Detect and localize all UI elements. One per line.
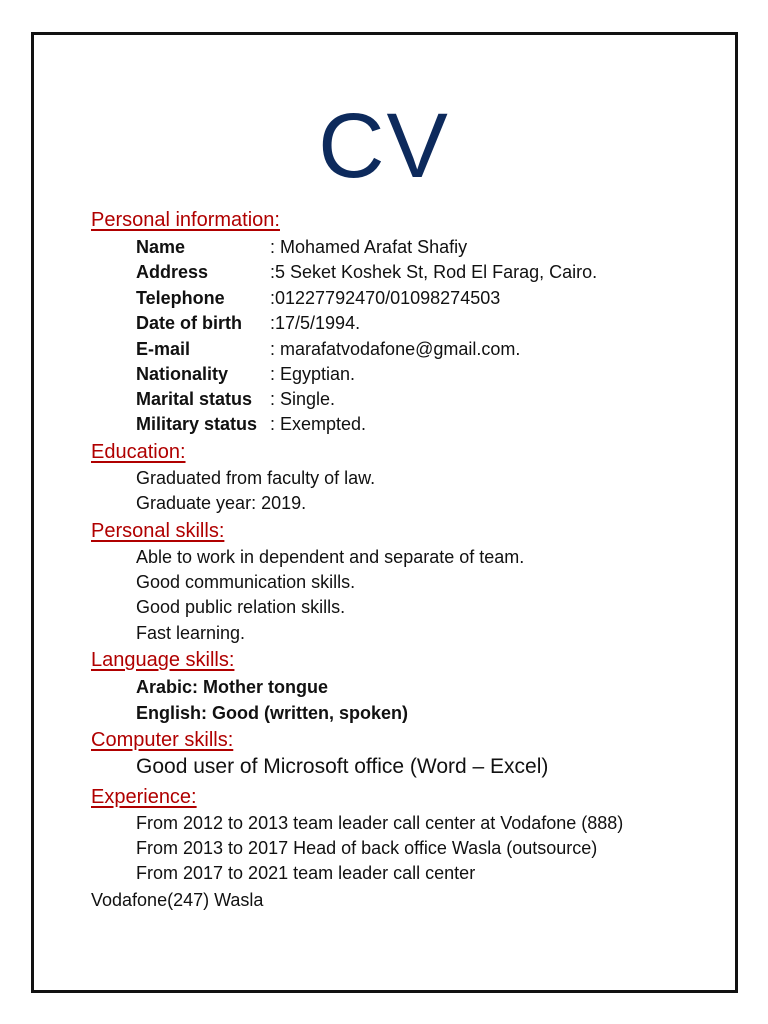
info-value: : marafatvodafone@gmail.com. [270,339,521,359]
experience-line: From 2012 to 2013 team leader call center at Vodafone (888) [136,813,624,833]
language-skill-line: English: Good (written, spoken) [136,703,408,723]
personal-skill-line: Good public relation skills. [136,597,346,617]
education-line: Graduated from faculty of law. [136,468,376,488]
experience-line-continuation: Vodafone(247) Wasla [91,890,264,910]
section-heading-personal-information: Personal information: [91,209,280,231]
section-heading-education: Education: [91,441,186,463]
info-label: Nationality [136,364,229,384]
info-value: : Exempted. [270,414,367,434]
info-value: :01227792470/01098274503 [270,288,501,308]
personal-skill-line: Fast learning. [136,623,246,643]
experience-line: From 2013 to 2017 Head of back office Wasla (outsource) [136,838,598,858]
language-skill-line: Arabic: Mother tongue [136,677,328,697]
info-value: :5 Seket Koshek St, Rod El Farag, Cairo. [270,262,598,282]
info-value: : Mohamed Arafat Shafiy [270,237,468,257]
info-label: Military status [136,414,258,434]
personal-skill-line: Good communication skills. [136,572,356,592]
computer-skill-line: Good user of Microsoft office (Word – Excel) [136,755,549,778]
info-label: Date of birth [136,313,242,333]
info-value: : Egyptian. [270,364,356,384]
experience-line: From 2017 to 2021 team leader call center [136,863,476,883]
section-heading-experience: Experience: [91,786,197,808]
section-heading-language-skills: Language skills: [91,649,235,671]
info-label: Address [136,262,209,282]
section-heading-computer-skills: Computer skills: [91,729,234,751]
cv-title: CV [318,95,450,197]
info-label: E-mail [136,339,191,359]
info-value: :17/5/1994. [270,313,361,333]
info-label: Marital status [136,389,253,409]
personal-skill-line: Able to work in dependent and separate of team. [136,547,525,567]
section-heading-personal-skills: Personal skills: [91,520,225,542]
info-label: Name [136,237,186,257]
info-label: Telephone [136,288,225,308]
education-line: Graduate year: 2019. [136,493,307,513]
info-value: : Single. [270,389,336,409]
